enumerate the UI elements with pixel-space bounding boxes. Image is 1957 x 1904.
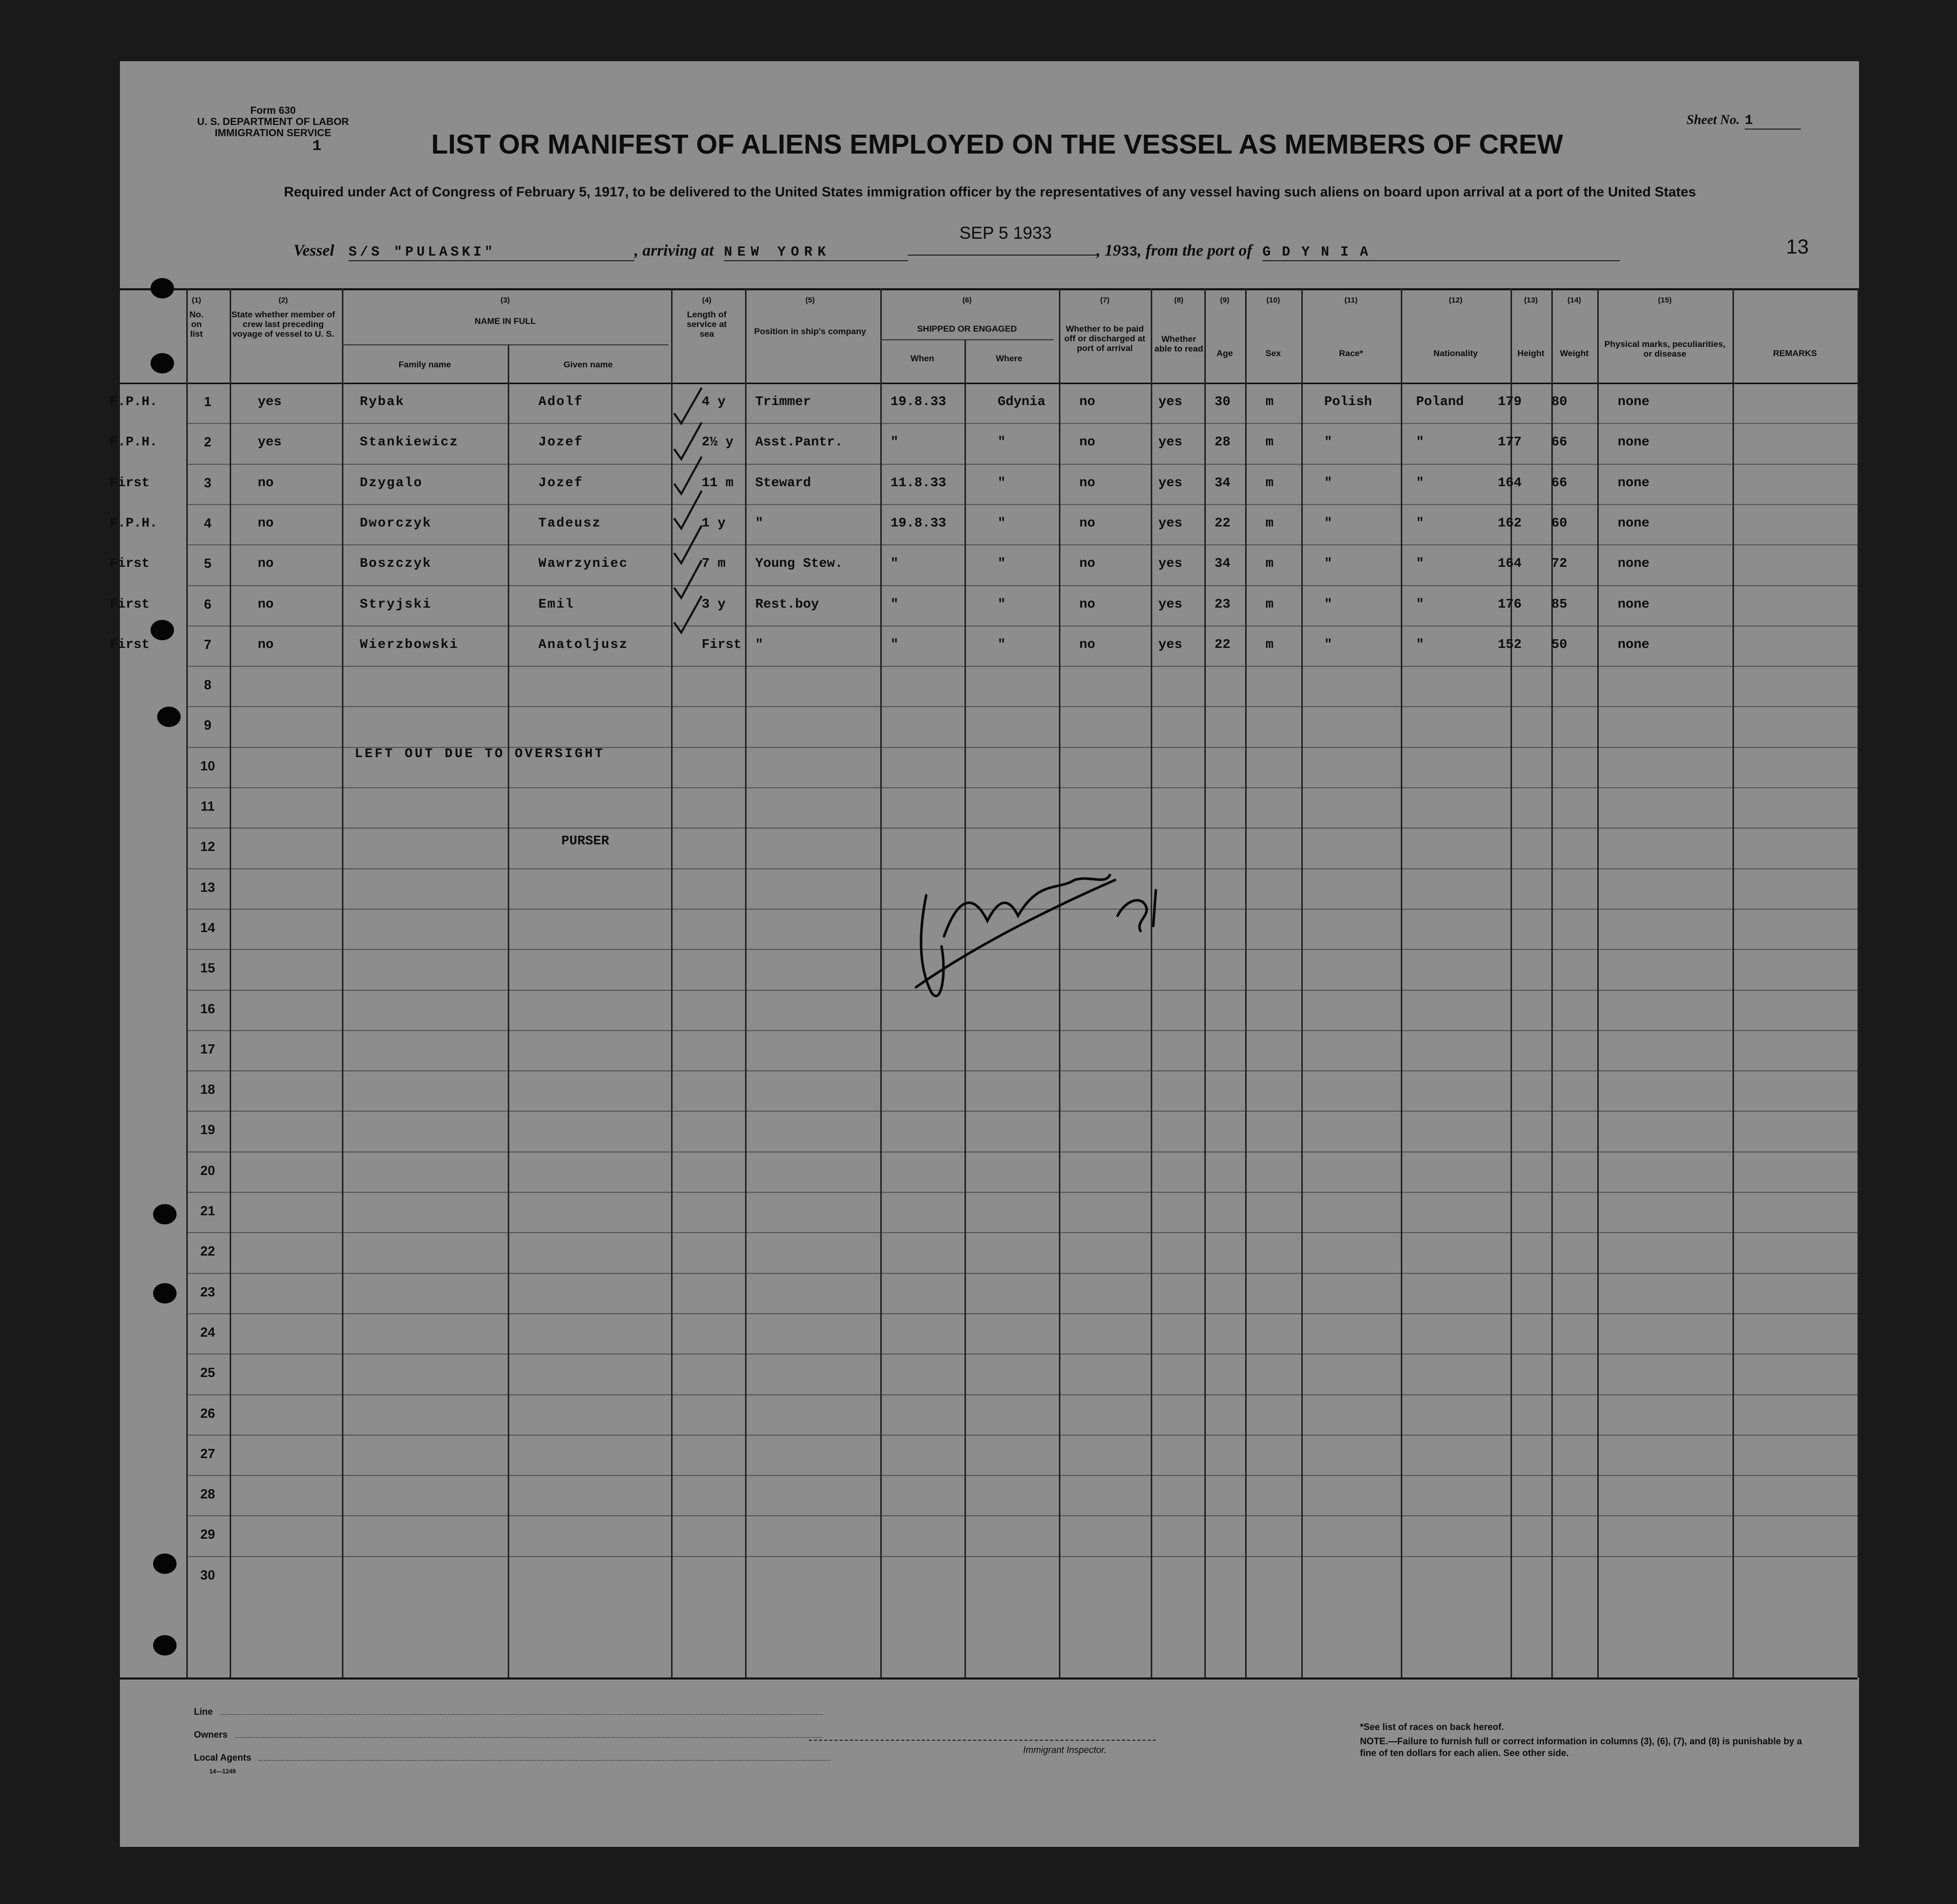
row-given-name: Jozef [538, 474, 584, 490]
row-service: First [702, 636, 742, 652]
row-rule [186, 423, 1857, 424]
row-race: " [1324, 434, 1332, 450]
purser-note: PURSER [561, 833, 609, 848]
col-num-11: (11) [1344, 296, 1358, 305]
row-rule [186, 828, 1857, 829]
row-number: 14 [200, 919, 215, 935]
binder-hole [153, 1204, 177, 1224]
row-race: Polish [1324, 394, 1372, 409]
col-header-marks: Physical marks, peculiarities, or disease [1604, 339, 1726, 359]
row-weight: 85 [1551, 596, 1568, 612]
subtitle: Required under Act of Congress of February 5, 1917, to be delivered to the United States immigration officer by the representatives of any vessel having such aliens on board upon arrival at a port of the United States [284, 184, 1696, 199]
row-sex: m [1266, 394, 1274, 409]
row-number: 19 [200, 1122, 215, 1138]
row-height: 177 [1498, 434, 1522, 450]
column-rule [1732, 288, 1734, 1677]
row-age: 34 [1215, 556, 1231, 571]
row-given-name: Tadeusz [538, 515, 602, 531]
row-number: 4 [204, 515, 212, 531]
binder-hole [157, 707, 181, 727]
row-family-name: Dzygalo [360, 474, 423, 490]
col-num-1: (1) [191, 296, 202, 305]
sheet-value: 1 [1745, 113, 1801, 130]
row-service: 2½ y [702, 434, 734, 450]
col-header-height: Height [1517, 348, 1545, 358]
row-height: 176 [1498, 596, 1522, 612]
col-num-6: (6) [962, 296, 972, 305]
arriving-label: , arriving at [634, 241, 714, 259]
row-margin-class: First [110, 636, 150, 652]
row-service: 1 y [702, 515, 726, 531]
column-rule [745, 288, 747, 1677]
row-family-name: Rybak [360, 394, 405, 409]
inspector-line [809, 1740, 1156, 1741]
row-race: " [1324, 474, 1332, 490]
page-title: LIST OR MANIFEST OF ALIENS EMPLOYED ON THE VESSEL AS MEMBERS OF CREW [431, 129, 1564, 160]
row-able-to-read: yes [1158, 596, 1182, 612]
row-race: " [1324, 596, 1332, 612]
signature-strokes [906, 860, 1192, 1013]
manifest-table [110, 288, 1860, 1681]
row-margin-class: First [110, 596, 150, 612]
row-service: 7 m [702, 556, 726, 571]
footer-line-label [194, 1707, 823, 1717]
row-where: Gdynia [998, 394, 1046, 409]
row-sex: m [1266, 515, 1274, 531]
row-number: 13 [200, 879, 215, 895]
col-header-age: Age [1216, 348, 1233, 358]
signature-text [954, 895, 1101, 921]
row-voyage: no [258, 596, 274, 612]
row-sex: m [1266, 474, 1274, 490]
row-race: " [1324, 556, 1332, 571]
row-number: 23 [200, 1284, 215, 1299]
col-num-8: (8) [1174, 296, 1184, 305]
row-service: 4 y [702, 394, 726, 409]
row-position: Asst.Pantr. [755, 434, 843, 450]
row-rule [186, 1394, 1857, 1395]
row-where: " [998, 474, 1006, 490]
row-margin-class: F.P.H. [110, 434, 158, 450]
row-where: " [998, 434, 1006, 450]
row-height: 164 [1498, 474, 1522, 490]
row-number: 7 [204, 636, 212, 652]
row-sex: m [1266, 434, 1274, 450]
note-races: *See list of races on back hereof. [1360, 1722, 1504, 1732]
row-rule [186, 1515, 1857, 1516]
row-position: Young Stew. [755, 556, 843, 571]
row-number: 22 [200, 1243, 215, 1259]
row-where: " [998, 596, 1006, 612]
row-weight: 72 [1551, 556, 1568, 571]
row-margin-class: First [110, 474, 150, 490]
row-sex: m [1266, 596, 1274, 612]
row-number: 20 [200, 1162, 215, 1178]
col-num-4: (4) [702, 296, 712, 305]
row-number: 3 [204, 474, 212, 490]
binder-hole [151, 278, 174, 298]
row-position: " [755, 515, 763, 531]
footer-agents-label [194, 1752, 830, 1763]
row-height: 164 [1498, 556, 1522, 571]
row-able-to-read: yes [1158, 434, 1182, 450]
form-line-3: IMMIGRATION SERVICE [214, 128, 332, 139]
row-rule [186, 1070, 1857, 1071]
check-mark [674, 596, 702, 633]
col-header-name: NAME IN FULL [475, 316, 536, 326]
col-header-sex: Sex [1265, 348, 1281, 358]
row-family-name: Boszczyk [360, 556, 432, 571]
row-weight: 66 [1551, 434, 1568, 450]
row-when: 11.8.33 [890, 474, 947, 490]
row-number: 9 [204, 717, 212, 733]
row-margin-class: F.P.H. [110, 515, 158, 531]
row-family-name: Dworczyk [360, 515, 432, 531]
row-position: Rest.boy [755, 596, 819, 612]
column-rule [186, 288, 188, 1677]
row-position: Steward [755, 474, 811, 490]
row-nationality: " [1416, 636, 1424, 652]
row-rule [186, 1030, 1857, 1031]
row-able-to-read: yes [1158, 556, 1182, 571]
row-able-to-read: yes [1158, 394, 1182, 409]
row-age: 22 [1215, 515, 1231, 531]
manifest-sheet [110, 61, 1859, 1847]
row-rule [186, 787, 1857, 788]
row-service: 11 m [702, 474, 734, 490]
vessel-line [293, 241, 1620, 261]
row-number: 26 [200, 1405, 215, 1421]
row-number: 24 [200, 1324, 215, 1340]
check-mark [674, 491, 702, 529]
row-rule [186, 1273, 1857, 1274]
row-nationality: " [1416, 596, 1424, 612]
col-header-given: Given name [563, 360, 613, 369]
row-paid-off: no [1079, 596, 1096, 612]
row-rule [186, 625, 1857, 627]
corner-mark: 1 [312, 138, 322, 155]
row-rule [186, 1232, 1857, 1233]
row-nationality: " [1416, 556, 1424, 571]
column-rule [508, 344, 509, 1677]
column-rule [1551, 288, 1553, 1677]
row-number: 10 [200, 758, 215, 773]
column-rule [1204, 288, 1206, 1677]
from-port: GDYNIA [1262, 245, 1620, 261]
signature-suffix [1110, 895, 1161, 919]
row-when: " [890, 636, 899, 652]
row-weight: 50 [1551, 636, 1568, 652]
check-mark [674, 422, 702, 459]
row-number: 18 [200, 1082, 215, 1097]
check-mark [674, 388, 702, 423]
form-code: 14—1249 [209, 1768, 236, 1775]
from-label: , from the port of [1137, 241, 1252, 259]
row-rule [186, 1556, 1857, 1557]
row-number: 2 [204, 434, 212, 450]
column-rule [1401, 288, 1402, 1677]
column-rule [1245, 288, 1247, 1677]
row-weight: 80 [1551, 394, 1568, 409]
row-age: 34 [1215, 474, 1231, 490]
binder-hole [153, 1554, 177, 1574]
col-num-12: (12) [1449, 296, 1463, 305]
sheet-number [1687, 112, 1801, 130]
inspector-label: Immigrant Inspector. [1023, 1745, 1107, 1755]
form-line-2: U. S. DEPARTMENT OF LABOR [197, 116, 349, 128]
row-weight: 66 [1551, 474, 1568, 490]
row-marks: none [1618, 556, 1650, 571]
col-num-7: (7) [1100, 296, 1110, 305]
year-suffix: 33 [1121, 245, 1137, 260]
line-label: Line [194, 1707, 213, 1717]
row-where: " [998, 515, 1006, 531]
row-when: " [890, 556, 899, 571]
row-when: " [890, 596, 899, 612]
row-height: 162 [1498, 515, 1522, 531]
row-where: " [998, 636, 1006, 652]
row-marks: none [1618, 515, 1650, 531]
row-voyage: no [258, 474, 274, 490]
row-number: 5 [204, 556, 212, 571]
row-when: " [890, 434, 899, 450]
row-rule [186, 1111, 1857, 1112]
vessel-label: Vessel [293, 241, 334, 259]
column-rule [230, 288, 231, 1677]
row-able-to-read: yes [1158, 636, 1182, 652]
row-marks: none [1618, 474, 1650, 490]
check-mark [674, 560, 702, 598]
vessel-name: S/S "PULASKI" [349, 245, 634, 261]
binder-hole [151, 620, 174, 640]
row-given-name: Jozef [538, 434, 584, 450]
left-out-note: LEFT OUT DUE TO OVERSIGHT [355, 746, 605, 761]
row-rule [186, 1151, 1857, 1153]
row-number: 30 [200, 1567, 215, 1583]
row-nationality: " [1416, 515, 1424, 531]
row-nationality: Poland [1416, 394, 1464, 409]
col-header-voyage: State whether member of crew last preceding voyage of vessel to U. S. [231, 310, 335, 339]
col-header-when: When [910, 354, 934, 363]
col-header-no: No. on list [189, 310, 204, 339]
row-rule [186, 1435, 1857, 1436]
row-marks: none [1618, 596, 1650, 612]
column-rule [342, 288, 343, 1677]
col-header-race: Race* [1339, 348, 1364, 358]
col-header-remarks: REMARKS [1773, 348, 1817, 358]
col-num-5: (5) [805, 296, 815, 305]
row-margin-class: First [110, 556, 150, 571]
column-rule [1301, 288, 1303, 1677]
row-age: 22 [1215, 636, 1231, 652]
row-sex: m [1266, 636, 1274, 652]
row-where: " [998, 556, 1006, 571]
row-rule [186, 706, 1857, 707]
row-number: 1 [204, 394, 212, 409]
row-number: 27 [200, 1445, 215, 1461]
column-rule [1857, 288, 1859, 1677]
row-marks: none [1618, 636, 1650, 652]
row-nationality: " [1416, 434, 1424, 450]
row-rule [186, 585, 1857, 586]
agents-label: Local Agents [194, 1752, 252, 1763]
col-num-9: (9) [1220, 296, 1230, 305]
arriving-port: NEW YORK [724, 245, 908, 261]
row-able-to-read: yes [1158, 474, 1182, 490]
row-service: 3 y [702, 596, 726, 612]
row-race: " [1324, 636, 1332, 652]
column-rule [880, 288, 882, 1677]
sheet-label: Sheet No. [1687, 112, 1740, 127]
col-num-2: (2) [278, 296, 288, 305]
footer-owners-label [194, 1730, 822, 1740]
row-age: 28 [1215, 434, 1231, 450]
row-age: 23 [1215, 596, 1231, 612]
column-rule [1597, 288, 1599, 1677]
row-voyage: no [258, 515, 274, 531]
col-header-paid: Whether to be paid off or discharged at port of arrival [1064, 324, 1146, 353]
date-stamp: SEP 5 1933 [959, 223, 1052, 243]
row-family-name: Stryjski [360, 596, 432, 612]
row-voyage: yes [258, 394, 282, 409]
row-number: 29 [200, 1526, 215, 1542]
row-paid-off: no [1079, 636, 1096, 652]
row-paid-off: no [1079, 394, 1096, 409]
col-num-3: (3) [500, 296, 510, 305]
check-marks [671, 383, 712, 648]
row-rule [186, 1192, 1857, 1193]
row-paid-off: no [1079, 556, 1096, 571]
row-position: Trimmer [755, 394, 811, 409]
row-number: 12 [200, 839, 215, 855]
row-able-to-read: yes [1158, 515, 1182, 531]
row-height: 179 [1498, 394, 1522, 409]
col-header-position: Position in ship's company [754, 327, 866, 336]
row-sex: m [1266, 556, 1274, 571]
row-rule [186, 464, 1857, 465]
page-number: 13 [1786, 236, 1809, 258]
row-paid-off: no [1079, 515, 1096, 531]
row-voyage: no [258, 556, 274, 571]
row-number: 28 [200, 1486, 215, 1502]
row-rule [186, 504, 1857, 505]
row-paid-off: no [1079, 434, 1096, 450]
form-number [191, 105, 355, 139]
row-number: 16 [200, 1000, 215, 1016]
col-header-where: Where [996, 354, 1023, 363]
row-rule [186, 666, 1857, 667]
row-number: 25 [200, 1365, 215, 1381]
col-header-family: Family name [399, 360, 451, 369]
row-number: 15 [200, 960, 215, 976]
check-mark [674, 457, 702, 494]
row-rule [186, 544, 1857, 545]
binder-hole [151, 353, 174, 373]
col-num-14: (14) [1567, 296, 1581, 305]
note-penalty: NOTE.—Failure to furnish full or correct information in columns (3), (6), (7), and (8) is punishable by a fine of ten dollars for each alien. See other side. [1360, 1736, 1802, 1758]
row-voyage: yes [258, 434, 282, 450]
col-header-read: Whether able to read [1154, 334, 1203, 354]
row-rule [186, 1313, 1857, 1314]
owners-label: Owners [194, 1730, 228, 1740]
row-race: " [1324, 515, 1332, 531]
binder-hole [153, 1283, 177, 1304]
row-given-name: Emil [538, 596, 575, 612]
col-header-service: Length of service at sea [686, 310, 727, 339]
row-number: 6 [204, 596, 212, 612]
row-number: 8 [204, 677, 212, 693]
row-given-name: Wawrzyniec [538, 556, 629, 571]
row-rule [186, 1354, 1857, 1355]
row-family-name: Stankiewicz [360, 434, 459, 450]
form-line-1: Form 630 [250, 105, 296, 116]
col-num-15: (15) [1658, 296, 1672, 305]
row-when: 19.8.33 [890, 515, 947, 531]
row-marks: none [1618, 434, 1650, 450]
row-age: 30 [1215, 394, 1231, 409]
row-family-name: Wierzbowski [360, 636, 459, 652]
row-margin-class: F.P.H. [110, 394, 158, 409]
inspector-signature [906, 860, 1192, 1013]
row-number: 17 [200, 1041, 215, 1057]
row-nationality: " [1416, 474, 1424, 490]
col-header-weight: Weight [1559, 348, 1589, 358]
row-given-name: Adolf [538, 394, 584, 409]
col-num-13: (13) [1524, 296, 1538, 305]
row-position: " [755, 636, 763, 652]
check-mark [674, 525, 702, 563]
col-num-10: (10) [1266, 296, 1280, 305]
row-paid-off: no [1079, 474, 1096, 490]
row-weight: 60 [1551, 515, 1568, 531]
row-rule [186, 1475, 1857, 1476]
column-rule [1510, 288, 1512, 1677]
col-header-shipped: SHIPPED OR ENGAGED [917, 324, 1017, 334]
row-when: 19.8.33 [890, 394, 947, 409]
binder-hole [153, 1635, 177, 1656]
row-given-name: Anatoljusz [538, 636, 629, 652]
row-marks: none [1618, 394, 1650, 409]
row-number: 21 [200, 1203, 215, 1218]
row-height: 152 [1498, 636, 1522, 652]
year-prefix: , 19 [1096, 241, 1121, 259]
col-header-nationality: Nationality [1433, 348, 1478, 358]
row-voyage: no [258, 636, 274, 652]
row-number: 11 [201, 798, 215, 814]
